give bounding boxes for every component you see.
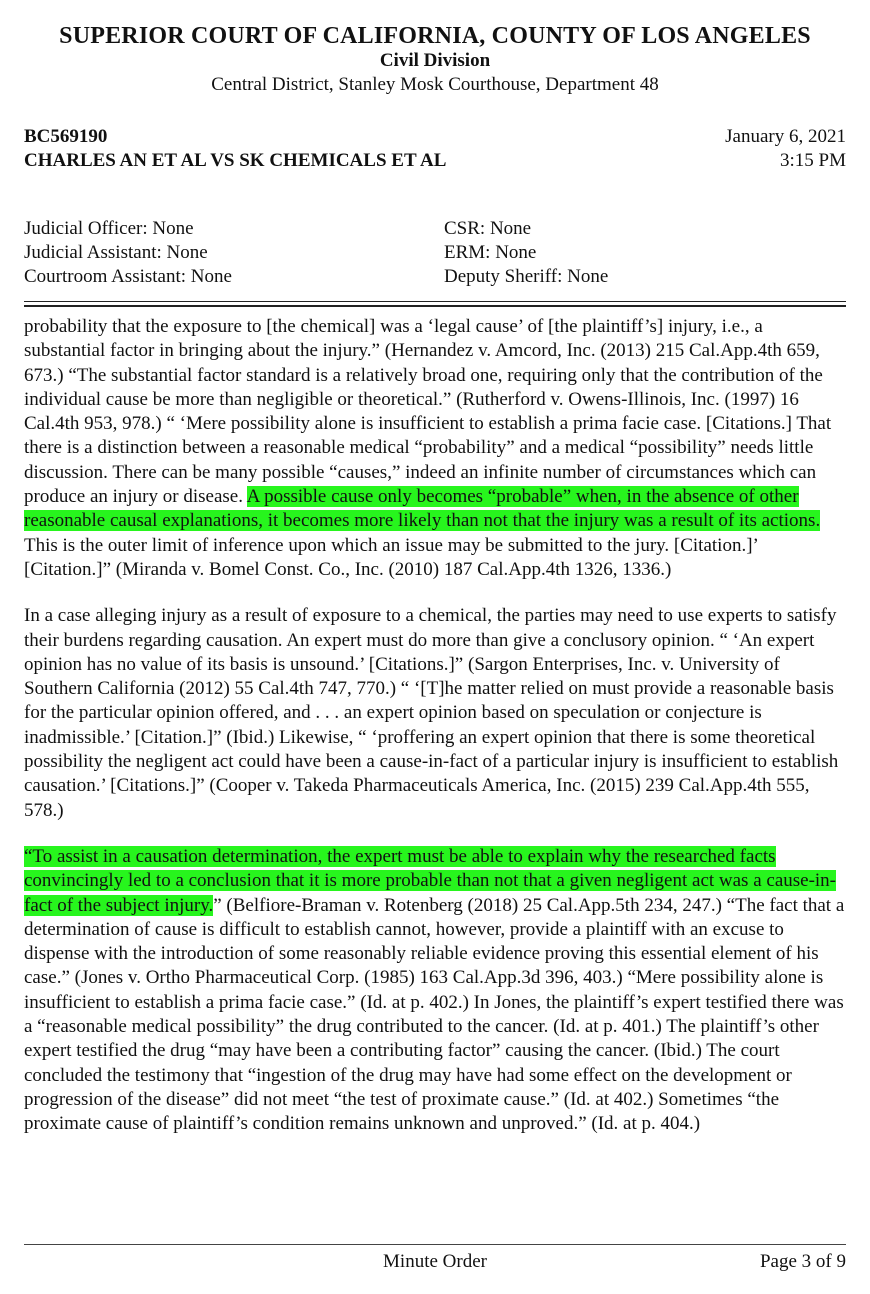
- court-name: SUPERIOR COURT OF CALIFORNIA, COUNTY OF LOS ANGELES: [59, 23, 811, 49]
- document-body: [24, 315, 846, 1137]
- judicial-assistant: Judicial Assistant: None: [24, 242, 208, 263]
- deputy-sheriff: Deputy Sheriff: None: [444, 266, 609, 287]
- case-date: January 6, 2021: [725, 126, 846, 147]
- district-name: Central District, Stanley Mosk Courthouse, Department 48: [211, 74, 659, 95]
- page-number: Page 3 of 9: [759, 1251, 846, 1272]
- paragraph-1: probability that the exposure to [the chemical] was a ‘legal cause’ of [the plaintiff’s] injury, i.e., a substantial factor in bringing about the injury.” (Hernandez v. Amcord, Inc. (2013) 215 Cal.App.4th 659, 673.) “The substantial factor standard is a relatively broad one, requiring only that the contribution of the individual cause be more than negligible or theoretical.” (Rutherford v. Owens-Illinois, Inc. (1997) 16 Cal.4th 953, 978.) “ ‘Mere possibility alone is insufficient to establish a prima facie case. [Citations.] That there is a distinction between a reasonable medical “probability” and a medical “possibility” needs little discussion. There can be many possible “causes,” indeed an infinite number of circumstances which can produce an injury or disease. A possible cause only becomes “probable” when, in the absence of other reasonable causal explanations, it becomes more likely than not that the injury was a result of its actions. This is the outer limit of inference upon which an issue may be submitted to the jury. [Citation.]’ [Citation.]” (Miranda v. Bomel Const. Co., Inc. (2010) 187 Cal.App.4th 1326, 1336.): [24, 316, 832, 580]
- highlighted-text: A possible cause only becomes “probable” when, in the absence of other reasonable causal explanations, it becomes more likely than not that the injury was a result of its actions.: [24, 486, 821, 532]
- erm: ERM: None: [444, 242, 537, 263]
- case-title: CHARLES AN ET AL VS SK CHEMICALS ET AL: [24, 150, 447, 171]
- court-officers: [24, 217, 846, 289]
- case-info: [24, 125, 846, 173]
- header-divider: [24, 301, 846, 307]
- court-header: [24, 0, 846, 97]
- paragraph-3: “To assist in a causation determination, the expert must be able to explain why the researched facts convincingly led to a conclusion that it is more probable than not that a given negligent act was a cause-in-fact of the subject injury.” (Belfiore-Braman v. Rotenberg (2018) 25 Cal.App.5th 234, 247.) “The fact that a determination of cause is difficult to establish cannot, however, provide a plaintiff with an excuse to dispense with the introduction of some reasonably reliable evidence proving this essential element of his case.” (Jones v. Ortho Pharmaceutical Corp. (1985) 163 Cal.App.3d 396, 403.) “Mere possibility alone is insufficient to establish a prima facie case.” (Id. at p. 402.) In Jones, the plaintiff’s expert testified there was a “reasonable medical possibility” the drug contributed to the cancer. (Id. at p. 401.) The plaintiff’s other expert testified the drug “may have been a contributing factor” causing the cancer. (Ibid.) The court concluded the testimony that “ingestion of the drug may have had some effect on the development or progression of the disease” did not meet “the test of proximate cause.” (Id. at 402.) Sometimes “the proximate cause of plaintiff’s condition remains unknown and unproved.” (Id. at p. 404.): [24, 845, 845, 1135]
- highlighted-text: “To assist in a causation determination, the expert must be able to explain why the researched facts convincingly led to a conclusion that it is more probable than not that a given negligent act was a cause-in-fact of the subject injury.: [24, 845, 837, 916]
- footer-label: Minute Order: [383, 1251, 487, 1272]
- csr: CSR: None: [444, 218, 532, 239]
- case-time: 3:15 PM: [780, 150, 846, 171]
- courtroom-assistant: Courtroom Assistant: None: [24, 266, 232, 287]
- case-number: BC569190: [24, 126, 108, 147]
- division-name: Civil Division: [379, 50, 491, 71]
- judicial-officer: Judicial Officer: None: [24, 218, 194, 239]
- paragraph-2: In a case alleging injury as a result of exposure to a chemical, the parties may need to use experts to satisfy their burdens regarding causation. An expert must do more than give a conclusory opinion. “ ‘An expert opinion has no value of its basis is unsound.’ [Citations.]” (Sargon Enterprises, Inc. v. University of Southern California (2012) 55 Cal.4th 747, 770.) “ ‘[T]he matter relied on must provide a reasonable basis for the particular opinion offered, and . . . an expert opinion based on speculation or conjecture is inadmissible.’ [Citation.]” (Ibid.) Likewise, “ ‘proffering an expert opinion that there is some theoretical possibility the negligent act could have been a cause-in-fact of a particular injury is insufficient to establish causation.’ [Citations.]” (Cooper v. Takeda Pharmaceuticals America, Inc. (2015) 239 Cal.App.4th 555, 578.): [24, 605, 839, 821]
- footer-divider: [24, 1244, 846, 1245]
